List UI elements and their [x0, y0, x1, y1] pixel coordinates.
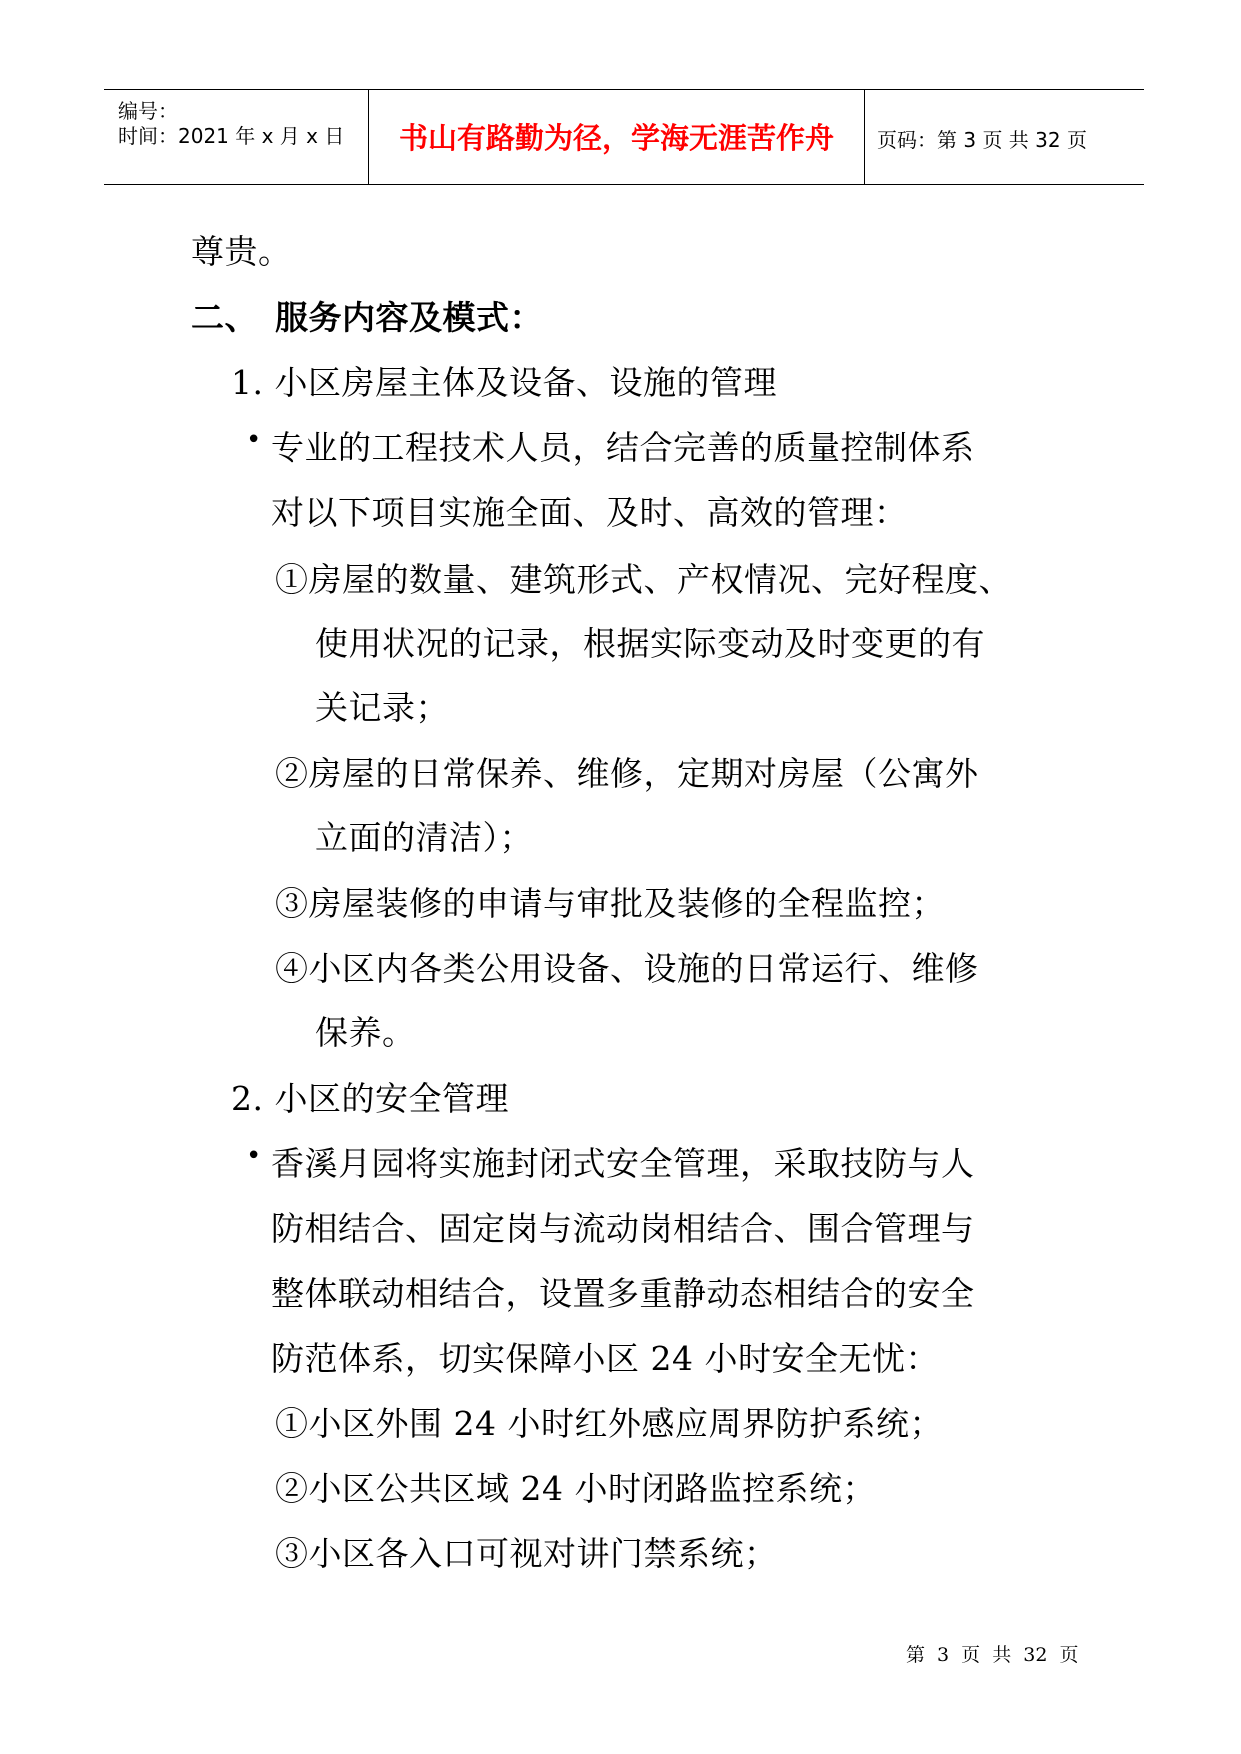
section-title: 服务内容及模式：: [275, 298, 543, 337]
paragraph-line: 防范体系，切实保障小区 24 小时安全无忧：: [271, 1339, 939, 1378]
paragraph-line: 防相结合、固定岗与流动岗相结合、围合管理与: [271, 1209, 975, 1248]
item-title: 2. 小区的安全管理: [231, 1079, 509, 1118]
paragraph-line: 对以下项目实施全面、及时、高效的管理：: [271, 493, 908, 532]
list-item: ③房屋装修的申请与审批及装修的全程监控；: [275, 884, 945, 923]
document-header: [104, 89, 1144, 185]
number-label: 编号：: [118, 99, 178, 123]
bullet-icon: •: [246, 425, 262, 455]
list-item-continuation: 保养。: [315, 1013, 416, 1052]
paragraph-line: 整体联动相结合，设置多重静动态相结合的安全: [271, 1274, 975, 1313]
paragraph-line: 香溪月园将实施封闭式安全管理，采取技防与人: [271, 1144, 975, 1183]
list-item-continuation: 使用状况的记录，根据实际变动及时变更的有: [315, 624, 985, 663]
list-item: ③小区各入口可视对讲门禁系统；: [275, 1534, 778, 1573]
header-left-cell: [104, 90, 368, 184]
list-item: ②房屋的日常保养、维修，定期对房屋（公寓外: [275, 754, 979, 793]
list-item: ①房屋的数量、建筑形式、产权情况、完好程度、: [275, 560, 1012, 599]
bullet-icon: •: [246, 1141, 262, 1171]
list-item-continuation: 立面的清洁）；: [315, 818, 533, 857]
paragraph-line: 尊贵。: [191, 232, 292, 271]
header-right-cell: [865, 90, 1144, 184]
section-number: 二、: [191, 298, 258, 337]
list-item: ④小区内各类公用设备、设施的日常运行、维修: [275, 949, 979, 988]
page-info: 页码：第 3 页 共 32 页: [877, 128, 1087, 152]
list-item: ②小区公共区域 24 小时闭路监控系统；: [275, 1469, 876, 1508]
paragraph-line: 专业的工程技术人员，结合完善的质量控制体系: [271, 428, 975, 467]
motto: 书山有路勤为径，学海无涯苦作舟: [398, 121, 834, 155]
page-footer: 第 3 页 共 32 页: [906, 1644, 1079, 1666]
header-center-cell: [368, 90, 865, 184]
item-title: 1. 小区房屋主体及设备、设施的管理: [231, 363, 777, 402]
list-item: ①小区外围 24 小时红外感应周界防护系统；: [275, 1404, 943, 1443]
time-label: 时间：2021 年 x 月 x 日: [118, 124, 345, 148]
list-item-continuation: 关记录；: [315, 688, 449, 727]
